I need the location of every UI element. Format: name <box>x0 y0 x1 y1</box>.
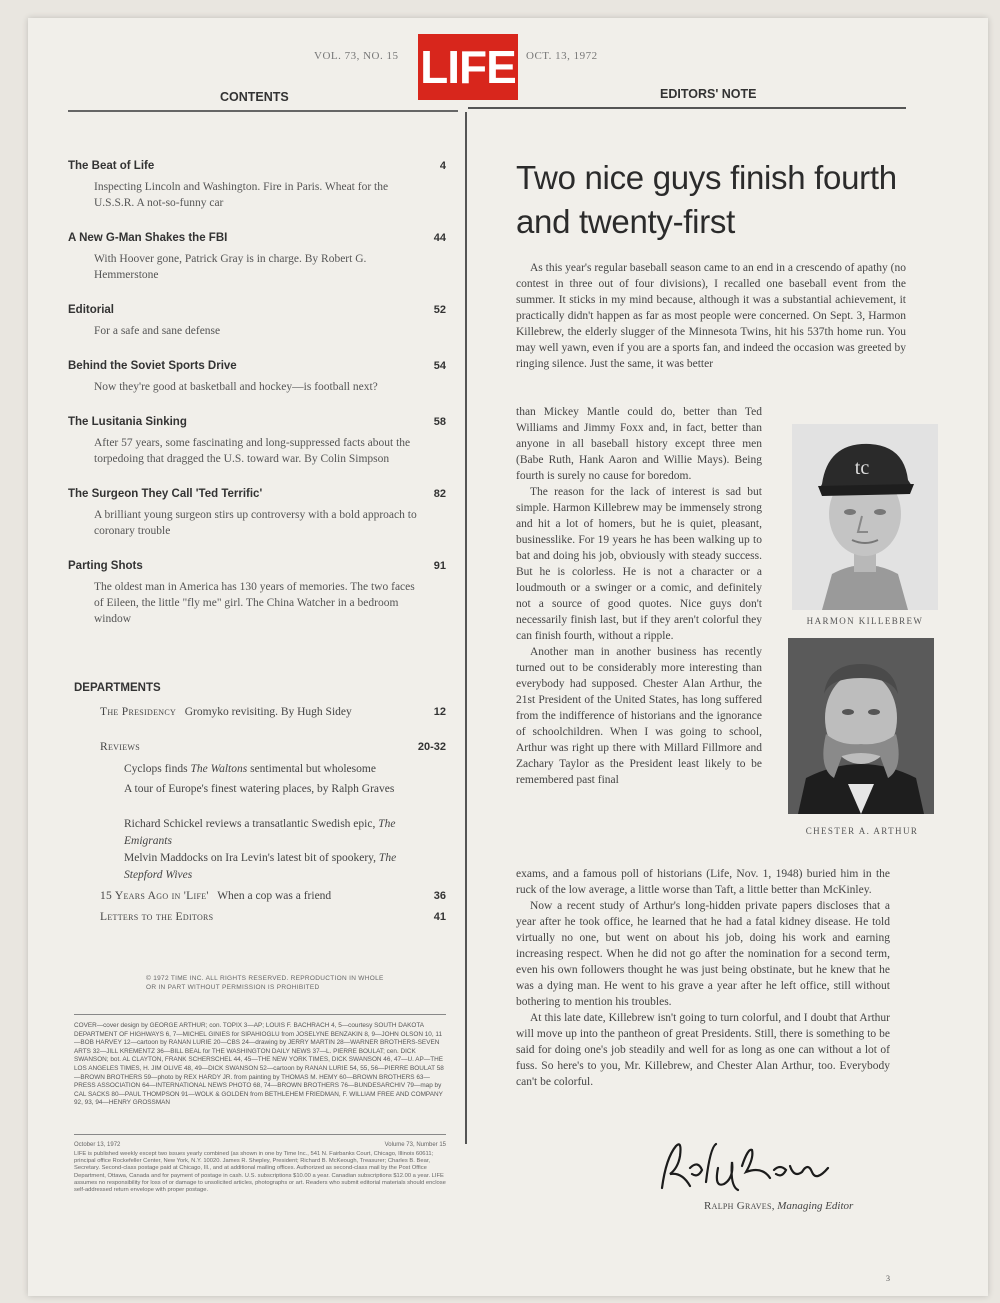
contents-item[interactable] <box>68 416 446 467</box>
dept-years-ago-label: 15 Years Ago in 'Life' <box>100 890 209 902</box>
contents-item[interactable] <box>68 488 446 539</box>
dept-presidency-page: 12 <box>433 706 446 718</box>
contents-item-title: A New G-Man Shakes the FBI <box>68 232 228 244</box>
editors-note-body <box>516 866 890 1090</box>
paragraph: exams, and a famous poll of historians (Life, Nov. 1, 1948) buried him in the ruck of the low average, a little worse than Taft, a little better than McKinley. <box>516 868 890 896</box>
copyright-notice: © 1972 TIME INC. ALL RIGHTS RESERVED. REPRODUCTION IN WHOLE OR IN PART WITHOUT PERMISSION IS PROHIBITED <box>146 975 384 991</box>
review-text: Cyclops finds <box>124 763 191 775</box>
departments-heading: DEPARTMENTS <box>74 682 161 694</box>
issue-line-date: October 13, 1972 <box>74 1142 121 1148</box>
paragraph: Another man in another business has recently turned out to be considerably more interesting than everybody had supposed. Chester Alan Arthur, the 21st President of the United States, has long suffered from the indifference of historians and the ignorance of schoolchildren. When I was going to school, Arthur was right up there with Millard Fillmore and Zachary Taylor as the President least likely to be remembered past final <box>516 646 762 786</box>
review-item[interactable] <box>124 761 424 778</box>
review-text: sentimental but wholesome <box>247 763 376 775</box>
killebrew-photo <box>792 424 938 610</box>
contents-heading: CONTENTS <box>220 90 289 104</box>
dept-presidency[interactable] <box>100 704 446 720</box>
issue-line-volume: Volume 73, Number 15 <box>384 1142 446 1148</box>
paragraph: Now a recent study of Arthur's long-hidden private papers discloses that a year after he took office, he learned that he had a fatal kidney disease. He told virtually no one, but went on about his job, doing his work and earning increasing respect. When he did not go after the nomination for a second term, even his own followers thought he was just being obstinate, but he knew that he was a dying man. He went to his grave a year after he left office, still without bothering to mention his troubles. <box>516 900 890 1008</box>
signature-caption: Ralph Graves, Managing Editor <box>704 1200 854 1212</box>
contents-item[interactable] <box>68 160 446 211</box>
review-text: A tour of Europe's finest watering places, by Ralph Graves <box>124 783 395 795</box>
contents-item-title: Behind the Soviet Sports Drive <box>68 360 237 372</box>
contents-list <box>68 160 446 648</box>
life-logo: LIFE <box>418 34 518 100</box>
contents-item-title: Editorial <box>68 304 115 316</box>
review-item[interactable] <box>124 850 424 884</box>
arthur-caption: CHESTER A. ARTHUR <box>805 826 919 836</box>
editors-note-headline: Two nice guys finish fourth and twenty-first <box>516 159 897 240</box>
contents-item[interactable] <box>68 232 446 283</box>
contents-item[interactable] <box>68 304 446 339</box>
contents-rule <box>68 110 458 112</box>
review-text: Melvin Maddocks on Ira Levin's latest bit of spookery, <box>124 852 379 864</box>
contents-item-title: The Surgeon They Call 'Ted Terrific' <box>68 488 263 500</box>
review-text: Richard Schickel reviews a transatlantic Swedish epic, <box>124 818 379 830</box>
dept-years-ago[interactable] <box>100 890 446 902</box>
editors-rule <box>468 107 906 109</box>
dept-reviews-label: Reviews <box>100 741 140 753</box>
svg-text:tc: tc <box>854 457 870 479</box>
photo-credits: COVER—cover design by GEORGE ARTHUR; con. TOPIX 3—AP; LOUIS F. BACHRACH 4, 5—courtesy SOUTH DAKOTA DEPARTMENT OF HIGHWAYS 6, 7—MICHEL GINIES for SIPAHIOGLU from JOSELYNE BENZAKIN 8, 9—JOHN OLSON 10, 11—BOB HARVEY 12—cartoon by RANAN LURIE 20—CBS 24—drawing by JERRY MARTIN 28—WARNER BROTHERS-SEVEN ARTS 32—JILL KREMENTZ 36—BILL BEAL for THE WASHINGTON DAILY NEWS 37—L. PIERRE BOULAT; cen. DICK SWANSON; bot. AL CLAYTON, FRANK SCHERSCHEL 44, 45—THE NEW YORK TIMES, DICK SWANSON 46, 47—U. AP—THE LOS ANGELES TIMES, H. JIM OLIVE 48, 49—DICK SWANSON 52—cartoon by RANAN LURIE 54, 55, 56—PIERRE BOULAT 58—BROWN BROTHERS 59—photo by REX HARDY JR. from painting by THOMAS M. HEMY 60—BROWN BROTHERS 63—PRESS ASSOCIATION 64—INTERNATIONAL NEWS PHOTO 68, 74—BROWN BROTHERS 76—BUNDESARCHIV 79—map by CAL SACKS 80—PAUL THOMPSON 91—WOLK & GOLDEN from BETHLEHEM FRIEDMAN, F. WILLIAM FREE AND COMPANY 92, 93, 94—HENRY GROSSMAN <box>74 1022 444 1107</box>
contents-item-title: The Beat of Life <box>68 160 155 172</box>
signature-title: Managing Editor <box>777 1200 854 1212</box>
dept-years-ago-page: 36 <box>433 890 446 902</box>
contents-item-desc: For a safe and sane defense <box>94 325 221 337</box>
review-title: The Waltons <box>190 763 248 775</box>
contents-item-desc: The oldest man in America has 130 years of memories. The two faces of Eileen, the little "fly me" girl. The China Watcher in a bedroom window <box>94 581 415 625</box>
editors-note-body <box>516 260 906 372</box>
editors-note-body <box>516 404 762 788</box>
contents-item-desc: A brilliant young surgeon stirs up controversy with a bold approach to coronary trouble <box>94 509 417 537</box>
contents-item-title: The Lusitania Sinking <box>68 416 187 428</box>
dept-reviews[interactable] <box>100 741 446 753</box>
paragraph: The reason for the lack of interest is sad but simple. Harmon Killebrew may be immensely strong and hit a lot of homers, but he is quiet, pleasant, businesslike. For 19 years he has been walking up to bat and doing his job, obviously with steady success. But he is colorless. He is not a character or a loudmouth or a swinger or a comic, and definitely not a source of good quotes. Nice guys don't necessarily finish last, but if they aren't colorful they can finish fourth, without a ripple. <box>516 486 762 642</box>
dept-reviews-page: 20-32 <box>417 741 446 753</box>
contents-item[interactable] <box>68 560 446 627</box>
issue-line <box>74 1142 446 1148</box>
contents-item-desc: Inspecting Lincoln and Washington. Fire in Paris. Wheat for the U.S.S.R. A not-so-funny car <box>94 181 389 209</box>
divider <box>74 1014 446 1015</box>
editors-note-heading: EDITORS' NOTE <box>660 87 757 101</box>
contents-item-page: 58 <box>433 416 446 428</box>
contents-item-desc: With Hoover gone, Patrick Gray is in charge. By Robert G. Hemmerstone <box>94 253 367 281</box>
signature-name: Ralph Graves <box>704 1200 772 1212</box>
arthur-photo <box>788 638 934 814</box>
paragraph: As this year's regular baseball season came to an end in a crescendo of apathy (no contest in three out of four divisions), I recalled one baseball event from the summer. It sticks in my mind because, although it was a substantial achievement, it practically didn't happen as far as most people were concerned. On Sept. 3, Harmon Killebrew, the elderly slugger of the Minnesota Twins, hit his 537th home run. You may well yawn, even if you are a sports fan, and indeed the occasion was greeted by ringing silence. Just the same, it was better <box>516 262 907 370</box>
paragraph: At this late date, Killebrew isn't going to turn colorful, and I doubt that Arthur will move up into the pantheon of great Presidents. Still, there is something to be said for doing one's job steadily and well for as long as one can without a lot of fuss. So here's to you, Mr. Killebrew, and Chester Alan Arthur, too. Everybody can't be colorful. <box>516 1012 890 1088</box>
page-number: 3 <box>886 1274 890 1283</box>
issue-date: OCT. 13, 1972 <box>526 50 598 62</box>
killebrew-caption: HARMON KILLEBREW <box>806 616 924 626</box>
dept-letters[interactable] <box>100 911 446 923</box>
publication-fine-print: LIFE is published weekly except two issues yearly combined (as shown in one by Time Inc., 541 N. Fairbanks Court, Chicago, Illinois 60611; principal office Rockefeller Center, New York, N.Y. 10020. James R. Shepley, President; Richard B. McKeough, Treasurer; Charles B. Bear, Secretary. Second-class postage paid at Chicago, Ill., and at additional mailing offices. Authorized as second-class mail by the Post Office Department, Ottawa, Canada and for payment of postage in cash. U.S. subscriptions $10.00 a year. Canadian subscriptions $12.00 a year. LIFE assumes no responsibility for loss of or damage to unsolicited articles, photographs or art. Readers who submit editorial materials should enclose self-addressed return envelope with proper postage. <box>74 1151 446 1194</box>
contents-item-page: 4 <box>439 160 446 172</box>
contents-item-desc: Now they're good at basketball and hockey—is football next? <box>94 381 378 393</box>
review-item[interactable] <box>124 781 424 798</box>
dept-letters-label: Letters to the Editors <box>100 911 214 923</box>
volume-number: VOL. 73, NO. 15 <box>314 50 399 62</box>
dept-presidency-label: The Presidency <box>100 706 177 718</box>
dept-letters-page: 41 <box>433 911 446 923</box>
contents-item-title: Parting Shots <box>68 560 143 572</box>
divider <box>74 1134 446 1135</box>
contents-item-page: 44 <box>433 232 446 244</box>
review-title: The Emigrants <box>124 818 396 847</box>
signature <box>652 1138 842 1203</box>
contents-item[interactable] <box>68 360 446 395</box>
review-item[interactable] <box>124 816 424 850</box>
paragraph: than Mickey Mantle could do, better than Ted Williams and Jimmy Foxx and, in fact, better than anyone in all baseball history except three men (Babe Ruth, Hank Aaron and Willie Mays). Being fourth is surely no cause for boredom. <box>516 406 762 482</box>
contents-item-page: 54 <box>433 360 446 372</box>
dept-years-ago-text: When a cop was a friend <box>217 890 332 902</box>
contents-item-page: 52 <box>433 304 446 316</box>
contents-item-page: 82 <box>433 488 446 500</box>
review-title: The Stepford Wives <box>124 852 397 881</box>
contents-item-desc: After 57 years, some fascinating and long-suppressed facts about the torpedoing that dragged the U.S. toward war. By Colin Simpson <box>94 437 411 465</box>
contents-item-page: 91 <box>433 560 446 572</box>
dept-presidency-text: Gromyko revisiting. By Hugh Sidey <box>184 706 352 718</box>
column-divider <box>465 112 467 1144</box>
